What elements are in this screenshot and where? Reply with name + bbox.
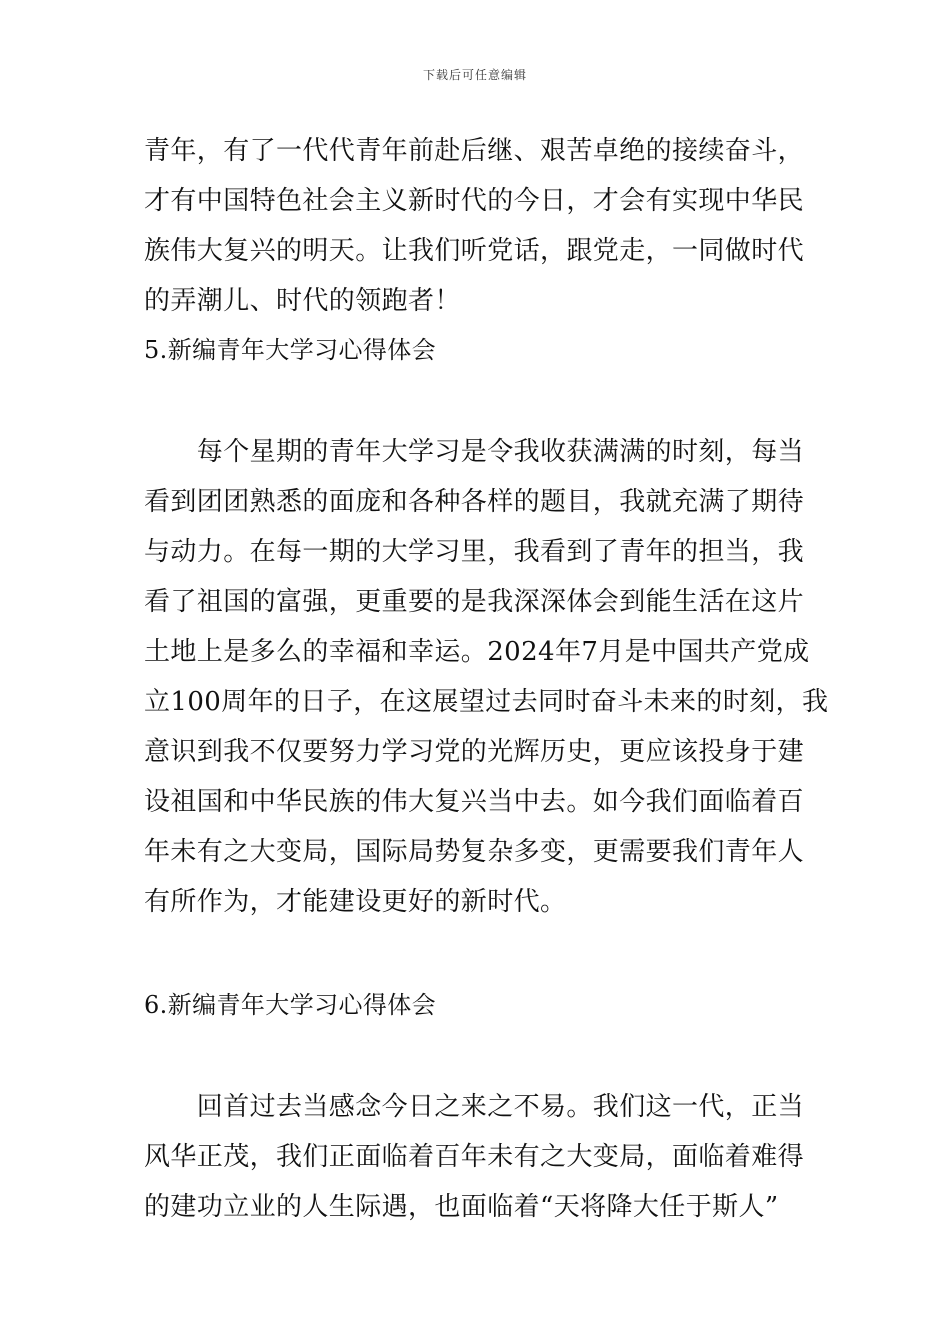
text-line: 看到团团熟悉的面庞和各种各样的题目，我就充满了期待 (144, 487, 805, 517)
spacer (144, 927, 808, 981)
section-6-heading: 6.新编青年大学习心得体会 (144, 991, 437, 1019)
spacer (144, 374, 808, 427)
text-line: 青年，有了一代代青年前赴后继、艰苦卓绝的接续奋斗， (144, 136, 805, 166)
document-body (144, 126, 829, 1232)
text-line: 每个星期的青年大学习是令我收获满满的时刻，每当 (144, 437, 805, 467)
text-line: 与动力。在每一期的大学习里，我看到了青年的担当，我 (144, 537, 805, 567)
text-line: 的弄潮儿、时代的领跑者！ (144, 286, 461, 316)
text-line: 设祖国和中华民族的伟大复兴当中去。如今我们面临着百 (144, 787, 805, 817)
section-6-paragraph (144, 1082, 808, 1232)
text-line: 族伟大复兴的明天。让我们听党话，跟党走，一同做时代 (144, 236, 805, 266)
text-line: 回首过去当感念今日之来之不易。我们这一代，正当 (144, 1092, 805, 1122)
text-line: 年未有之大变局，国际局势复杂多变，更需要我们青年人 (144, 837, 805, 867)
section-5-paragraph (144, 427, 829, 927)
header-note: 下载后可任意编辑 (422, 68, 527, 82)
text-line: 土地上是多么的幸福和幸运。2024年7月是中国共产党成 (144, 637, 810, 667)
text-line: 有所作为，才能建设更好的新时代。 (144, 887, 567, 917)
text-line: 的建功立业的人生际遇，也面临着“天将降大任于斯人” (144, 1192, 779, 1222)
text-line: 才有中国特色社会主义新时代的今日，才会有实现中华民 (144, 186, 805, 216)
text-line: 立100周年的日子，在这展望过去同时奋斗未来的时刻，我 (144, 687, 829, 717)
paragraph-continuation (144, 126, 808, 326)
spacer (144, 1029, 808, 1082)
text-line: 看了祖国的富强，更重要的是我深深体会到能生活在这片 (144, 587, 805, 617)
text-line: 风华正茂，我们正面临着百年未有之大变局，面临着难得 (144, 1142, 805, 1172)
text-line: 意识到我不仅要努力学习党的光辉历史，更应该投身于建 (144, 737, 805, 767)
section-5-heading: 5.新编青年大学习心得体会 (144, 336, 437, 364)
